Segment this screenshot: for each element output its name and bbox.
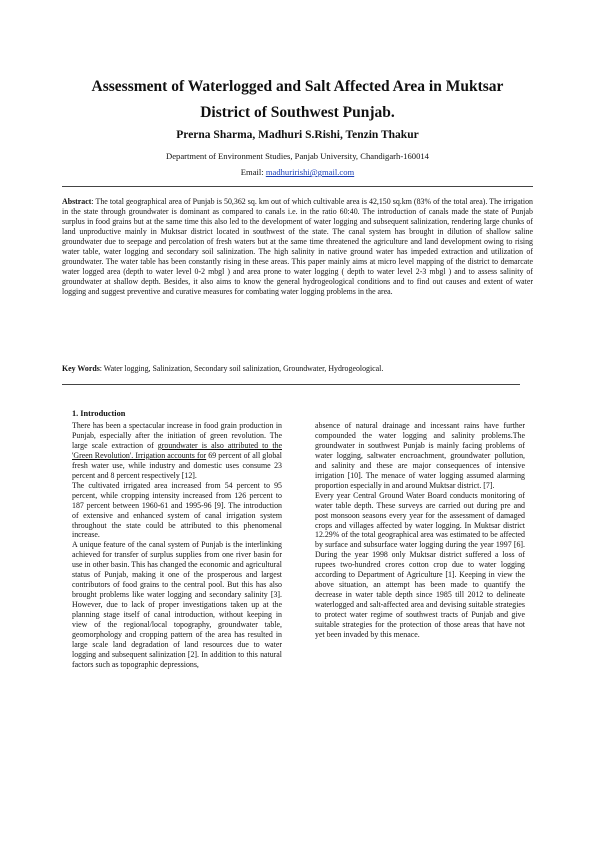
abstract-label: Abstract	[62, 197, 92, 206]
paragraph-text-underlined: groundwater is also attributed to the 'Green Revolution'. Irrigation accounts for	[72, 440, 282, 460]
paragraph	[72, 421, 282, 481]
affiliation: Department of Environment Studies, Panjab University, Chandigarh-160014	[166, 151, 429, 161]
paper-title	[40, 74, 555, 126]
paragraph: The cultivated irrigated area increased from 54 percent to 95 percent, while cropping intensity increased from 126 percent to 187 percent between 1960-61 and 1995-96 [9]. The introduction of extensive and enhanced system of canal irrigation system throughout the state could be attributed to this phenomenal increase.	[72, 480, 282, 540]
paragraph: Every year Central Ground Water Board conducts monitoring of water table depth. These surveys are carried out during pre and post monsoon seasons every year for the assessment of damaged crops and villages affected by water logging. In Muktsar district 12.29% of the total geographical area was estimated to be affected by surface and subsurface water logging during the year 1997 [6]. During the year 1998 only Muktsar district suffered a loss of rupees two-hundred crores cotton crop due to water logging according to Department of Agriculture [1]. Keeping in view the above situation, an attempt has been made to quantify the decrease in water table depth since 1985 till 2012 to delineate waterlogged and salt-affected area and devising suitable strategies to protect water regime of southwest tracts of Punjab and give suitable strategies for the protection of those areas that have not yet been invaded by this menace.	[315, 490, 525, 640]
email-label: Email:	[240, 167, 266, 177]
title-line-2: District of Southwest Punjab.	[200, 104, 395, 121]
paragraph-text: 69 percent of all global fresh water use, while industry and domestic uses consume 23 percent and 8 percent respectively [12].	[72, 450, 283, 480]
divider-bottom	[62, 384, 520, 385]
section-heading-introduction: 1. Introduction	[72, 409, 126, 418]
email-link[interactable]: madhuririshi@gmail.com	[265, 167, 355, 177]
email-line	[40, 167, 555, 178]
title-line-1: Assessment of Waterlogged and Salt Affected Area in Muktsar	[91, 78, 504, 95]
author-list: Prerna Sharma, Madhuri S.Rishi, Tenzin Thakur	[176, 129, 419, 141]
left-column	[72, 421, 282, 670]
keywords-text: : Water logging, Salinization, Secondary soil salinization, Groundwater, Hydrogeological.	[99, 364, 384, 373]
paragraph-text: There has been a spectacular increase in food grain production in Punjab, especially after the initiation of green revolution. The large scale extraction of	[72, 421, 282, 450]
keywords-label: Key Words	[62, 364, 100, 373]
abstract	[62, 197, 533, 297]
keywords	[62, 364, 533, 374]
abstract-text: : The total geographical area of Punjab is 50,362 sq. km out of which cultivable area is 42,150 sq.km (83% of the total area). The irrigation in the state through groundwater is dominant as compared to canals i.e. in the ratio 60:40. The introduction of canals made the state of Punjab surplus in food grains but at the same time this also led to the development of water logging and subsequent salinization, rendering large chunks of land unproductive mainly in Muktsar district located in southwest of the state. The canal system has brought in dilution of shallow saline groundwater due to seepage and percolation of fresh waters but at the same time threatened the agriculture and land development owing to rising water table, water logging and secondary soil salinization. The high salinity in native ground water has impeded extraction and utilization of groundwater. The water table has been constantly rising in these areas. This paper mainly aims at micro level mapping of the district to demarcate water logged area (depth to water level 0-2 mbgl ) and area prone to water logging ( depth to water level 2-3 mbgl ) and to assess salinity of groundwater at shallow depth. Besides, it also aims to know the general hydrogeological conditions and to find out causes and extent of water logging and suggest preventive and curative measures for combating water logging problems in the area.	[62, 197, 533, 297]
divider-top	[62, 186, 533, 187]
paragraph: absence of natural drainage and incessant rains have further compounded the water logging and salinity problems.The groundwater in southwest Punjab is mainly facing problems of water logging, saltwater encroachment, groundwater pollution, and salinity and these are major consequences of intensive irrigation [10]. The menace of water logging assumed alarming proportion especially in and around Muktsar district. [7].	[315, 421, 525, 490]
right-column	[315, 421, 525, 640]
paragraph: A unique feature of the canal system of Punjab is the interlinking achieved for transfer of surplus supplies from one river basin for use in other basin. This has changed the economic and agricultural status of Punjab, making it one of the prosperous and largest contributors of food grains to the central pool. But this has also brought problems like water logging and secondary salinity [3]. However, due to lack of proper investigations taken up at the planning stage itself of canal introduction, without keeping in view of the regional/local topography, groundwater table, geomorphology and cropping pattern of the area has resulted in large scale land degradation of land resources due to water logging and subsequent salinization [2]. In addition to this natural factors such as topographic depressions,	[72, 540, 282, 669]
